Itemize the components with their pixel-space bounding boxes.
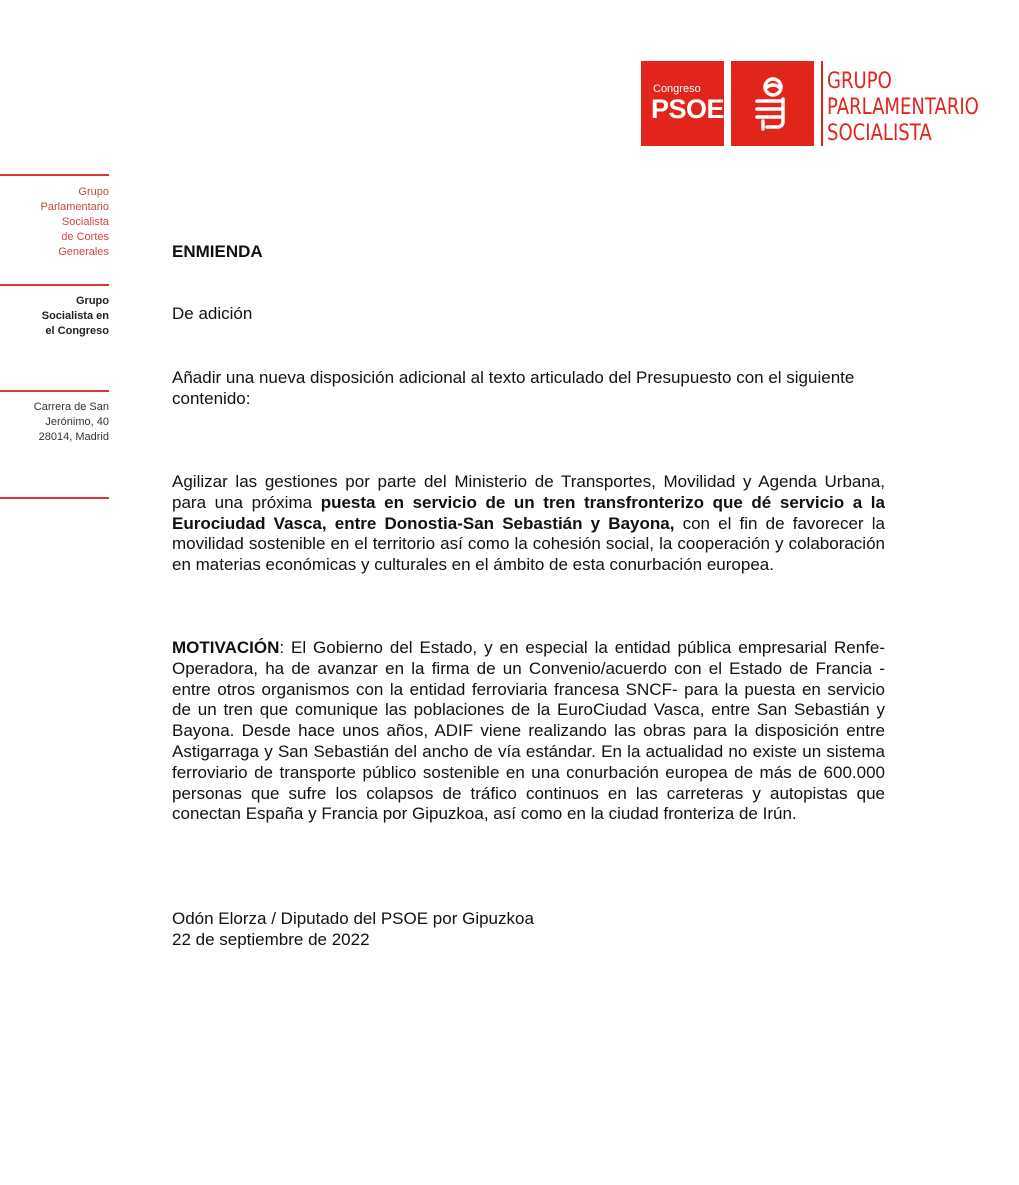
motivation-label: MOTIVACIÓN (172, 638, 280, 657)
signature: Odón Elorza / Diputado del PSOE por Gipuzkoa (172, 909, 534, 928)
document-title-block (172, 242, 885, 263)
motivation-text: : El Gobierno del Estado, y en especial la entidad pública empresarial Renfe- Operadora, ha de avanzar en la firma de un Convenio/acuerdo con el Estado de Francia -entre otros organismos con la entidad ferroviaria francesa SNCF- para la puesta en servicio de un tren que comunique las poblaciones de la EuroCiudad Vasca, entre San Sebastián y Bayona. Desde hace unos años, ADIF viene realizando las obras para la disposición entre Astigarraga y San Sebastián del ancho de vía estándar. En la actualidad no existe un sistema ferroviario de transporte público sostenible en una conurbación europea de más de 600.000 personas que sufre los colapsos de tráfico continuos en las carreteras y autopistas que conectan España y Francia por Gipuzkoa, así como en la ciudad fronteriza de Irún. (172, 638, 885, 824)
sidebar-line: Generales (58, 246, 109, 258)
sidebar-line: Grupo (76, 295, 109, 307)
body-text-after: con el fin de favorecer la movilidad sostenible en el territorio así como la cohesión social, la cooperación y colaboración en materias económicas y culturales en el ámbito de esta conurbación europea. (172, 513, 885, 575)
sidebar-line: Carrera de San (33, 401, 109, 413)
date: 22 de septiembre de 2022 (172, 929, 370, 949)
sidebar-line: Parlamentario (40, 201, 109, 213)
sidebar-line: Socialista (61, 216, 109, 228)
logo-congreso-text: Congreso (653, 83, 701, 95)
sidebar-rule (0, 174, 109, 176)
rose-fist-icon (749, 73, 797, 133)
logo-line: PARLAMENTARIO (827, 95, 979, 120)
document-title: ENMIENDA (172, 242, 263, 261)
sidebar-rule (0, 284, 109, 286)
intro-paragraph: Añadir una nueva disposición adicional al texto articulado del Presupuesto con el siguiente contenido: (172, 368, 855, 408)
sidebar-group-cortes (1, 185, 109, 260)
sidebar-rule (0, 497, 109, 499)
body-text-bold: puesta en servicio de un tren transfronterizo que dé servicio a la Eurociudad Vasca, entre Donostia-San Sebastián y Bayona, (172, 492, 885, 533)
logo-divider (821, 61, 823, 146)
intro-block (172, 368, 885, 410)
sidebar-group-congreso (1, 294, 109, 339)
sidebar-line: 28014, Madrid (38, 431, 109, 443)
signature-block (172, 909, 885, 951)
congreso-psoe-box (641, 61, 724, 146)
rose-fist-box (731, 61, 814, 146)
sidebar-line: Jerónimo, 40 (45, 416, 109, 428)
body-text-before: Agilizar las gestiones por parte del Ministerio de Transportes, Movilidad y Agenda Urbana, para una próxima (172, 472, 885, 512)
logo-psoe-text: PSOE (651, 94, 725, 124)
sidebar-address (1, 400, 109, 445)
sidebar-line: de Cortes (61, 231, 109, 243)
logo-line: SOCIALISTA (827, 121, 932, 146)
body-paragraph (172, 472, 885, 576)
sidebar-line: Grupo (78, 186, 109, 198)
group-name-logo-text (827, 69, 979, 147)
body-block (172, 472, 885, 576)
sidebar-line: Socialista en (41, 310, 109, 322)
amendment-type: De adición (172, 304, 253, 323)
logo-line: GRUPO (827, 69, 892, 94)
motivation-paragraph (172, 638, 885, 825)
sidebar-rule (0, 390, 109, 392)
motivation-block (172, 638, 885, 825)
amendment-type-block (172, 304, 885, 325)
sidebar-line: el Congreso (45, 325, 109, 337)
